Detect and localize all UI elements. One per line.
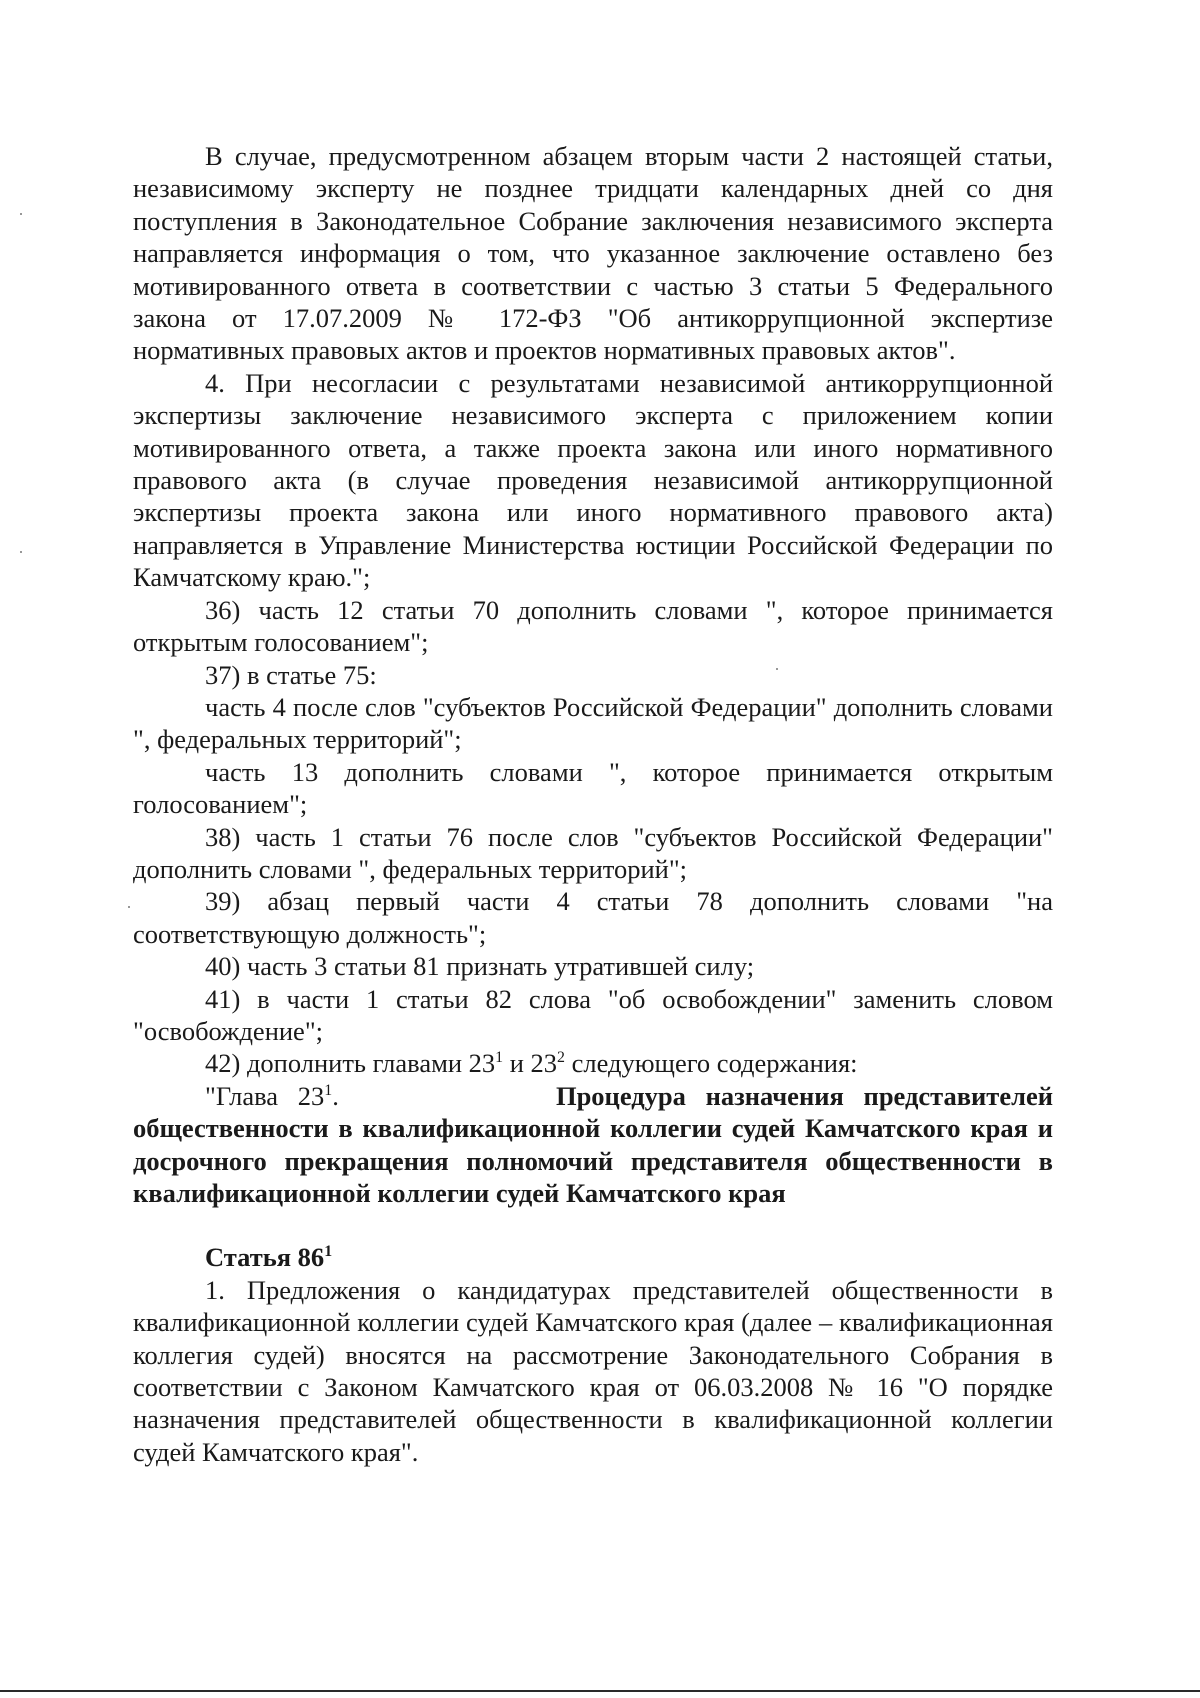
paragraph-item-37: 37) в статье 75: bbox=[205, 659, 377, 690]
scan-bottom-edge bbox=[0, 1690, 1200, 1692]
paragraph-item-42 bbox=[133, 1047, 1053, 1079]
paragraph-item-37-part-4: часть 4 после слов "субъектов Российской Федерации" дополнить словами ", федеральных территорий"; bbox=[133, 691, 1053, 755]
chapter-title: Процедура назначения представителей общественности в квалификационной коллегии судей Камчатского края и досрочного прекращения полномочий представителя общественности в квалификационной коллегии судей Камчатского края bbox=[133, 1080, 1053, 1208]
paragraph-item-38: 38) часть 1 статьи 76 после слов "субъектов Российской Федерации" дополнить словами ", федеральных территорий"; bbox=[133, 821, 1053, 884]
item-42-superscript-1: 1 bbox=[495, 1049, 504, 1067]
paragraph-independent-expert-notice: В случае, предусмотренном абзацем вторым части 2 настоящей статьи, независимому эксперту не позднее тридцати календарных дней со дня поступления в Законодательное Собрание заключения независимого эксперта направляется информация о том, что указанное заключение оставлено без мотивированного ответа в соответствии с частью 3 статьи 5 Федерального закона от 17.07.2009 № 172-ФЗ "Об антикоррупционной экспертизе нормативных правовых актов и проектов нормативных правовых актов". bbox=[133, 141, 1053, 366]
scan-artifact bbox=[20, 551, 22, 553]
scan-artifact bbox=[20, 213, 22, 215]
paragraph-item-36: 36) часть 12 статьи 70 дополнить словами ", которое принимается открытым голосованием"; bbox=[133, 594, 1053, 658]
chapter-label-dot: . bbox=[332, 1080, 339, 1111]
chapter-superscript: 1 bbox=[324, 1081, 333, 1099]
paragraph-item-37-part-13: часть 13 дополнить словами ", которое принимается открытым голосованием"; bbox=[133, 756, 1053, 820]
item-42-text-middle: и 23 bbox=[503, 1048, 558, 1079]
item-42-text-start: 42) дополнить главами 23 bbox=[205, 1048, 496, 1079]
scan-artifact bbox=[128, 906, 130, 908]
paragraph-item-41: 41) в части 1 статьи 82 слова "об освобождении" заменить словом "освобождение"; bbox=[133, 983, 1053, 1046]
document-page bbox=[133, 140, 1053, 1468]
paragraph-item-39: 39) абзац первый части 4 статьи 78 дополнить словами "на соответствующую должность"; bbox=[133, 886, 1053, 949]
item-42-superscript-2: 2 bbox=[557, 1049, 565, 1067]
chapter-heading bbox=[133, 1080, 1053, 1210]
article-title-text: Статья 86 bbox=[205, 1242, 325, 1273]
article-title bbox=[133, 1241, 1053, 1273]
article-title-superscript: 1 bbox=[324, 1243, 333, 1261]
article-paragraph-1: 1. Предложения о кандидатурах представителей общественности в квалификационной коллегии судей Камчатского края (далее – квалификационная коллегия судей) вносятся на рассмотрение Законодательного Собрания в соответствии с Законом Камчатского края от 06.03.2008 № 16 "О порядке назначения представителей общественности в квалификационной коллегии судей Камчатского края". bbox=[133, 1274, 1053, 1467]
chapter-label: "Глава 23 bbox=[205, 1080, 325, 1111]
paragraph-item-40: 40) часть 3 статьи 81 признать утратившей силу; bbox=[205, 951, 755, 982]
item-42-text-end: следующего содержания: bbox=[565, 1048, 858, 1079]
paragraph-item-4: 4. При несогласии с результатами независимой антикоррупционной экспертизы заключение независимого эксперта с приложением копии мотивированного ответа, а также проекта закона или иного нормативного правового акта (в случае проведения независимой антикоррупционной экспертизы проекта закона или иного нормативного правового акта) направляется в Управление Министерства юстиции Российской Федерации по Камчатскому краю."; bbox=[133, 367, 1053, 593]
scan-artifact bbox=[776, 668, 778, 670]
